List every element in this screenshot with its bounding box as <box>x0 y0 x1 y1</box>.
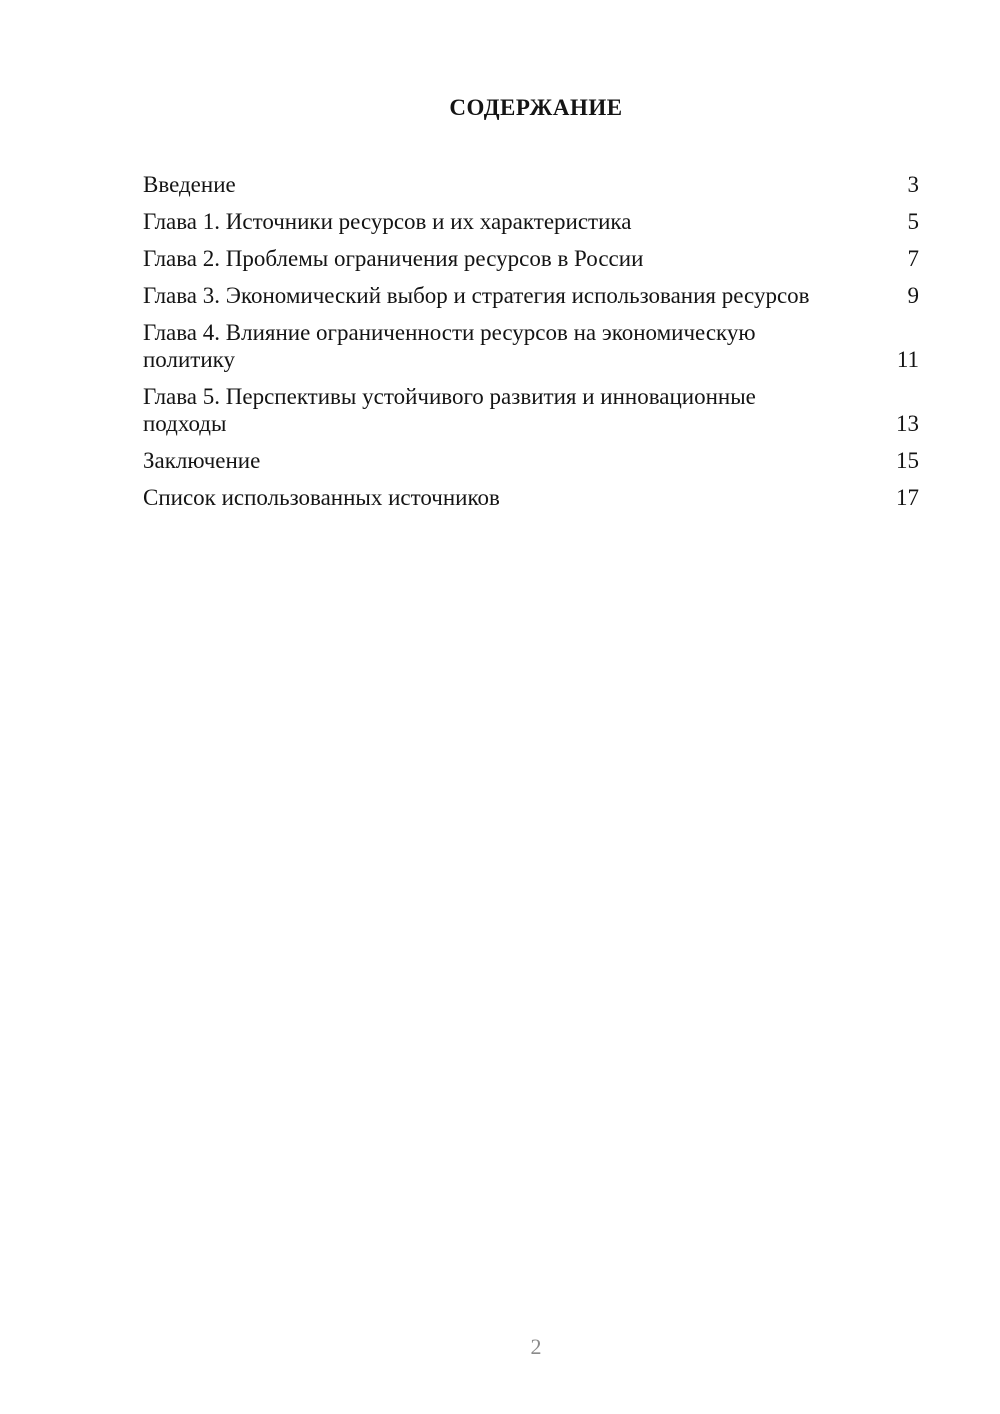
toc-entry-title: Заключение <box>143 448 261 473</box>
page-title: СОДЕРЖАНИЕ <box>449 95 623 120</box>
toc-entry-page: 15 <box>896 448 919 473</box>
toc-entry-title: Глава 1. Источники ресурсов и их характеристика <box>143 209 632 234</box>
page-number: 2 <box>530 1334 542 1359</box>
toc-entry-chapter-2 <box>143 245 919 272</box>
toc-entry-chapter-1 <box>143 208 919 235</box>
toc-entry-page: 5 <box>907 209 919 234</box>
toc-entry-page: 9 <box>907 283 919 308</box>
toc-entry-page: 7 <box>907 246 919 271</box>
toc-entry-title: Введение <box>143 172 236 197</box>
table-of-contents <box>143 171 919 521</box>
toc-entry-introduction <box>143 171 919 198</box>
toc-entry-title: Глава 3. Экономический выбор и стратегия использования ресурсов <box>143 283 810 308</box>
toc-entry-page: 13 <box>896 411 919 436</box>
toc-entry-title: Глава 2. Проблемы ограничения ресурсов в России <box>143 246 644 271</box>
toc-entry-page: 3 <box>907 172 919 197</box>
toc-entry-title: Список использованных источников <box>143 485 500 510</box>
toc-entry-chapter-4 <box>143 319 919 373</box>
toc-entry-page: 11 <box>896 347 919 372</box>
toc-entry-chapter-5 <box>143 383 919 437</box>
toc-entry-conclusion <box>143 447 919 474</box>
toc-entry-title: Глава 5. Перспективы устойчивого развития и инновационные подходы <box>143 384 756 436</box>
toc-entry-title: Глава 4. Влияние ограниченности ресурсов на экономическую политику <box>143 320 756 372</box>
toc-entry-references <box>143 484 919 511</box>
toc-entry-page: 17 <box>896 485 919 510</box>
toc-entry-chapter-3 <box>143 282 919 309</box>
